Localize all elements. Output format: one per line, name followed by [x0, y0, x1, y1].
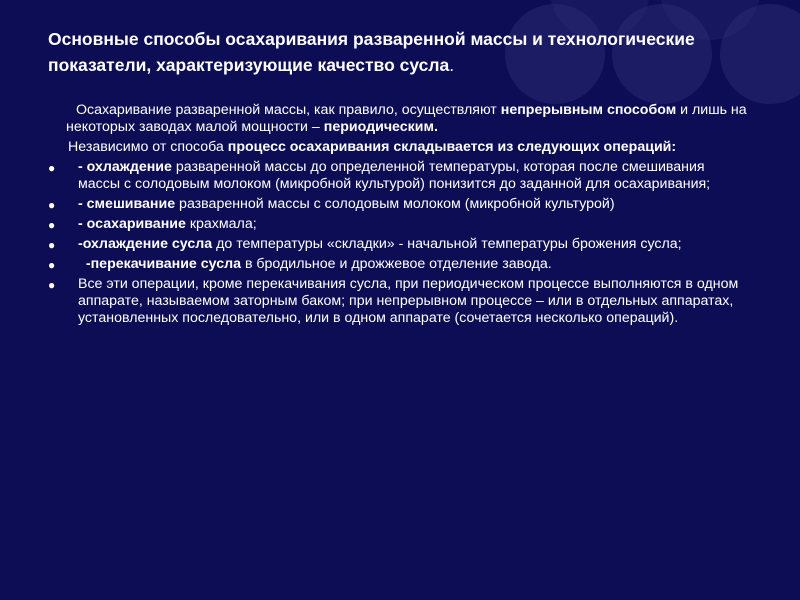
operations-intro-text: Независимо от способа — [68, 139, 228, 155]
list-item-bold: - осахаривание — [78, 216, 186, 232]
intro-bold-1: непрерывным способом — [500, 102, 677, 118]
operations-intro-paragraph — [48, 139, 748, 156]
bullet-dot-icon: ● — [48, 161, 56, 175]
list-item-text: крахмала; — [185, 216, 257, 232]
intro-bold-2: периодическим. — [323, 119, 438, 135]
list-item — [48, 256, 748, 273]
list-item-bold: -перекачивание сусла — [78, 256, 241, 272]
intro-text-2: и лишь на некоторых заводах малой мощности – — [66, 102, 747, 135]
slide-title-text: Основные способы осахаривания разваренной массы и технологические показатели, характеризующие качество сусла — [48, 29, 695, 75]
list-item — [48, 236, 748, 253]
list-item — [48, 216, 748, 233]
list-item — [48, 159, 748, 193]
bullet-dot-icon: ● — [48, 238, 56, 252]
list-item-bold: - смешивание — [78, 196, 176, 212]
intro-text-1: Осахаривание разваренной массы, как правило, осуществляют — [76, 102, 501, 118]
bullet-dot-icon: ● — [48, 258, 56, 272]
list-item-text: в бродильное и дрожжевое отделение завода. — [241, 256, 552, 272]
list-item-text: до температуры «складки» - начальной температуры брожения сусла; — [212, 236, 682, 252]
slide-title — [48, 26, 768, 78]
bullet-dot-icon: ● — [48, 198, 56, 212]
bullet-dot-icon: ● — [48, 278, 56, 292]
list-item-text: разваренной массы с солодовым молоком (микробной культурой) — [175, 196, 615, 212]
operations-list — [48, 159, 748, 327]
slide-title-period: . — [449, 55, 455, 75]
slide-body — [48, 102, 748, 330]
list-item-bold: - охлаждение — [78, 159, 172, 175]
operations-intro-bold: процесс осахаривания складывается из следующих операций: — [227, 139, 677, 155]
intro-paragraph — [48, 102, 748, 136]
bullet-dot-icon: ● — [48, 218, 56, 232]
list-item-bold: -охлаждение сусла — [78, 236, 213, 252]
list-item-text: Все эти операции, кроме перекачивания сусла, при периодическом процессе выполняются в одном аппарате, называемом заторным баком; при непрерывном процессе – или в отдельных аппаратах, установленных последовательно, или в одном аппарате (сочетается несколько операций). — [78, 276, 739, 326]
list-item — [48, 196, 748, 213]
list-item — [48, 276, 748, 327]
list-item-text: разваренной массы до определенной температуры, которая после смешивания массы с солодовым молоком (микробной культурой) понизится до заданной для осахаривания; — [78, 159, 711, 192]
